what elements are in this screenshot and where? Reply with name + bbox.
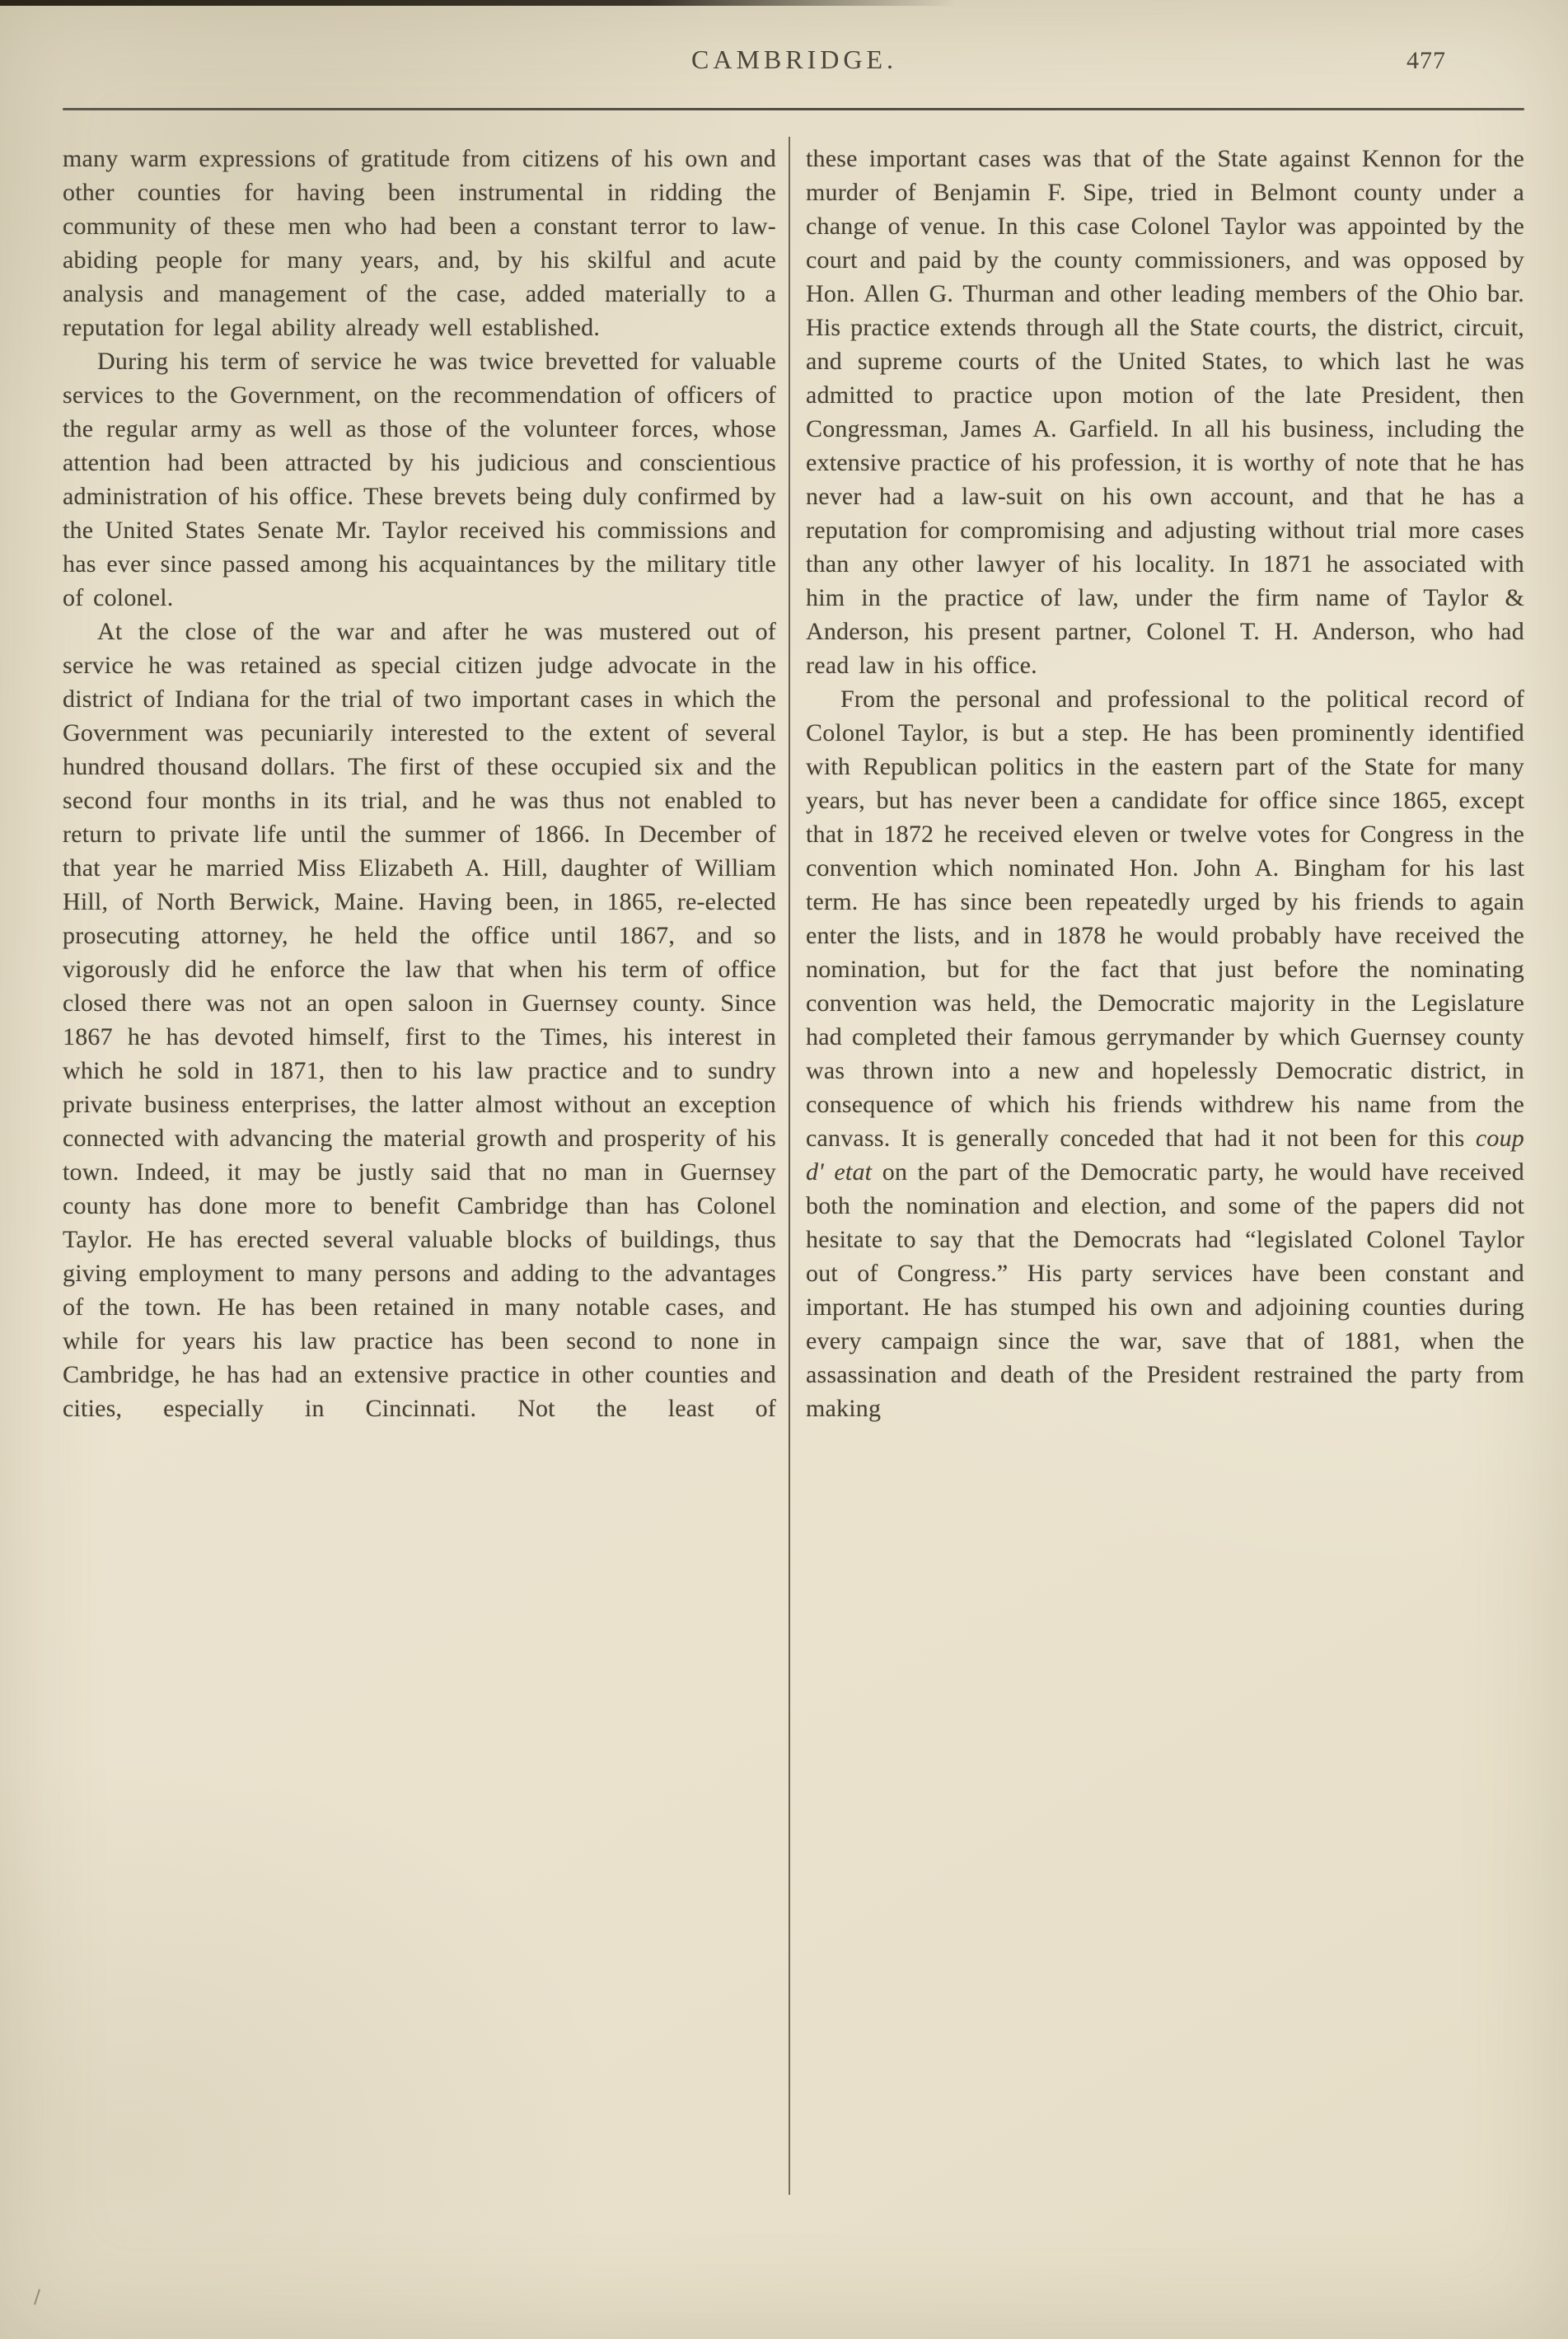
text-run: At the close of the war and after he was mustered out of service he was retained as special citizen judge advocate in the district of Indiana for the trial of two important cases in which the Government was pecuniarily interested to the extent of several hundred thousand dollars. The first of these occupied six and the second four months in its trial, and he was thus not enabled to return to private life until the summer of 1866. In December of that year he married Miss Elizabeth A. Hill, daughter of William Hill, of North Berwick, Maine. Having been, in 1865, re-elected prosecuting attorney, he held the office until 1867, and so vigorously did he enforce the law that when his term of office closed there was not an open saloon in Guernsey county. Since 1867 he has devoted himself, first to the Times, his interest in which he sold in 1871, then to his law practice and to sundry private business enterprises, the latter almost without an exception connected with advancing the material growth and prosperity of his town. Indeed, it may be justly said that no man in Guernsey county has done more to benefit Cambridge than has Colonel Taylor. He has erected several valuable blocks of buildings, thus giving employment to many persons and adding to the advantages of the town. He has been retained in many notable cases, and while for years his law practice has been second to none in Cambridge, he has had an extensive practice in other counties and cities, especially in Cincinnati. Not the least of <box>63 618 776 1422</box>
stray-mark <box>34 2289 40 2305</box>
left-column <box>63 142 776 1425</box>
text-run: many warm expressions of gratitude from citizens of his own and other counties for having been instrumental in ridding the community of these men who had been a constant terror to law-abiding people for many years, and, by his skilful and acute analysis and management of the case, added materially to a reputation for legal ability already well established. <box>63 145 776 341</box>
paragraph <box>806 142 1524 682</box>
text-block <box>63 142 1524 2234</box>
italic-text: coup d' etat <box>806 1125 1524 1186</box>
text-run: these important cases was that of the State against Kennon for the murder of Benjamin F. Sipe, tried in Belmont county under a change of venue. In this case Colonel Taylor was appointed by the court and paid by the county commissioners, and was opposed by Hon. Allen G. Thurman and other leading members of the Ohio bar. His practice extends through all the State courts, the district, circuit, and supreme courts of the United States, to which last he was admitted to practice upon motion of the late President, then Congressman, James A. Garfield. In all his business, including the extensive practice of his profession, it is worthy of note that he has never had a law-suit on his own account, and that he has a reputation for compromising and adjusting without trial more cases than any other lawyer of his locality. In 1871 he associated with him in the practice of law, under the firm name of Taylor & Anderson, his present partner, Colonel T. H. Anderson, who had read law in his office. <box>806 145 1524 679</box>
paragraph <box>806 682 1524 1425</box>
paragraph <box>63 142 776 344</box>
column-divider <box>789 137 790 2195</box>
text-run: From the personal and professional to the political record of Colonel Taylor, is but a step. He has been prominently identified with Republican politics in the eastern part of the State for many years, but has never been a candidate for office since 1865, except that in 1872 he received eleven or twelve votes for Congress in the convention which nominated Hon. John A. Bingham for his last term. He has since been repeatedly urged by his friends to again enter the lists, and in 1878 he would probably have received the nomination, but for the fact that just before the nominating convention was held, the Democratic majority in the Legislature had completed their famous gerrymander by which Guernsey county was thrown into a new and hopelessly Democratic district, in consequence of which his friends withdrew his name from the canvass. It is generally conceded that had it not been for this <box>806 685 1524 1152</box>
page-header <box>64 44 1524 86</box>
running-title: CAMBRIDGE. <box>690 44 897 74</box>
page-number: 477 <box>1407 47 1446 74</box>
paragraph <box>63 615 776 1425</box>
text-run: on the part of the Democratic party, he would have received both the nomination and election, and some of the papers did not hesitate to say that the Democrats had “legislated Colonel Taylor out of Congress.” His party services have been constant and important. He has stumped his own and adjoining counties during every campaign since the war, save that of 1881, when the assassination and death of the President restrained the party from making <box>806 1158 1524 1422</box>
right-column <box>806 142 1524 1425</box>
scan-edge <box>0 0 956 6</box>
header-rule <box>63 108 1524 110</box>
text-run: During his term of service he was twice brevetted for valuable services to the Government, on the recommendation of officers of the regular army as well as those of the volunteer forces, whose attention had been attracted by his judicious and conscientious administration of his office. These brevets being duly confirmed by the United States Senate Mr. Taylor received his commissions and has ever since passed among his acquaintances by the military title of colonel. <box>63 348 776 611</box>
paragraph <box>63 344 776 615</box>
